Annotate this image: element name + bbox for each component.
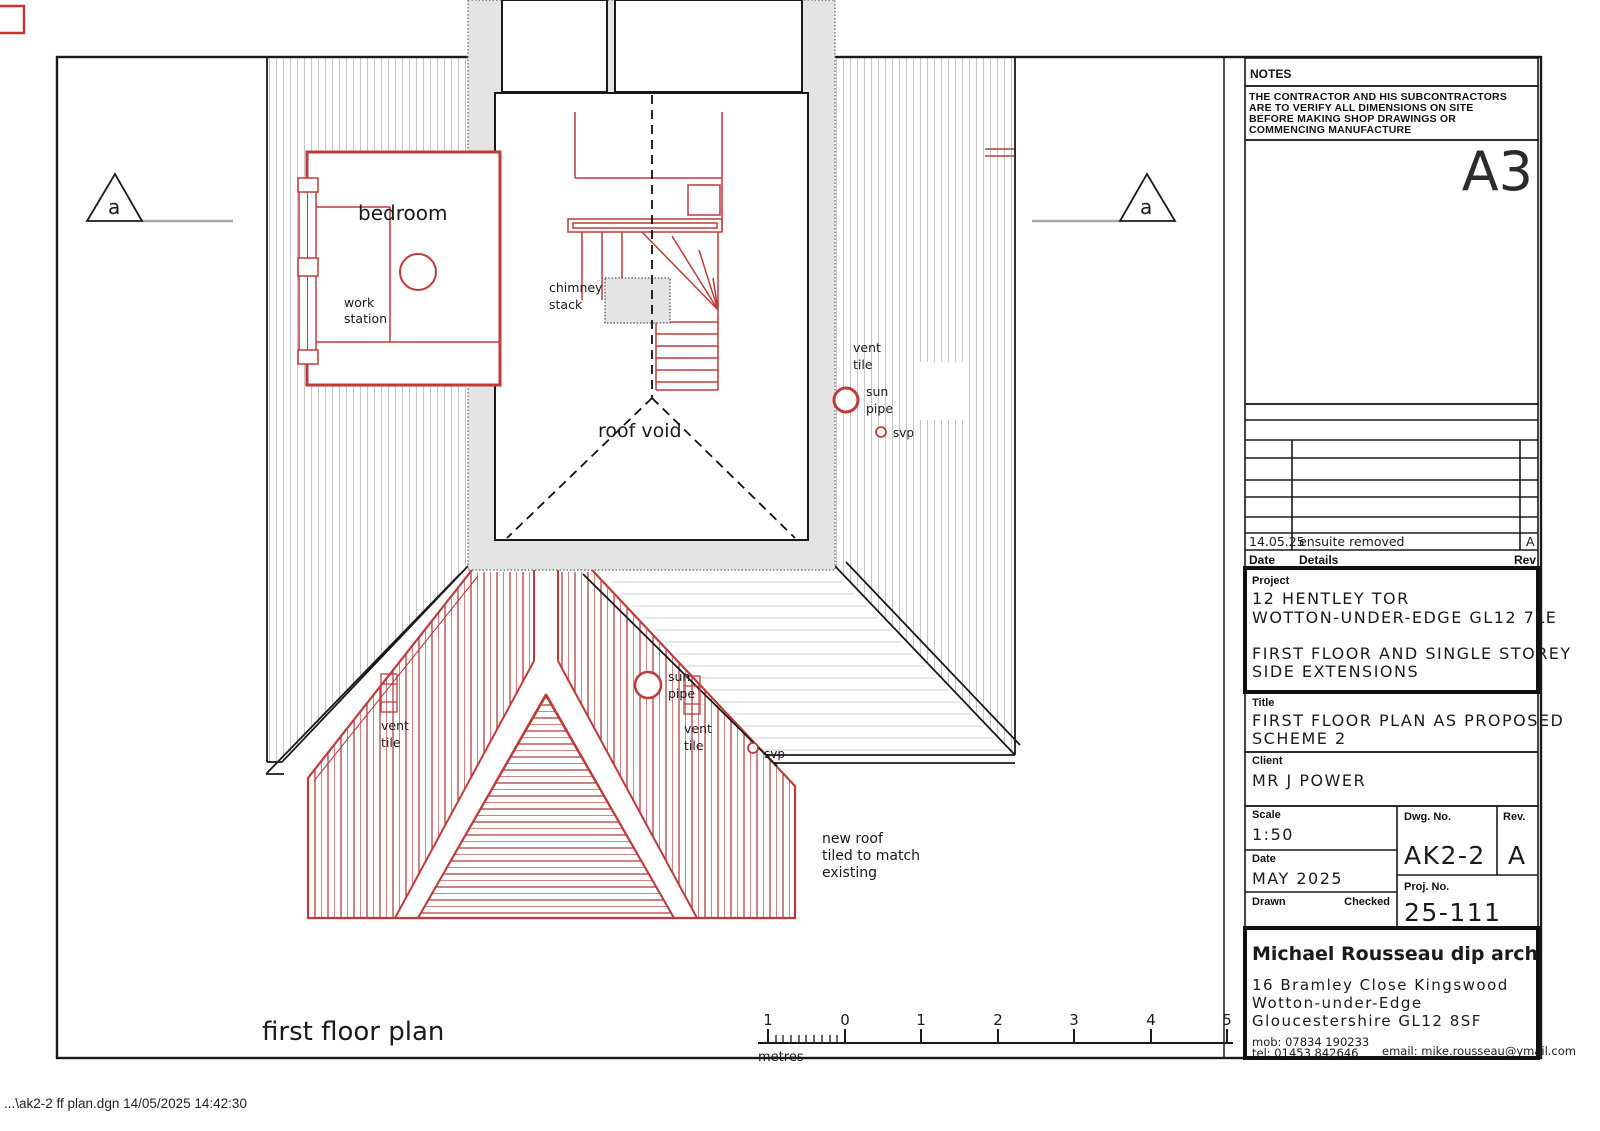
revision-date: 14.05.25: [1249, 534, 1305, 549]
roof-void-label: roof void: [598, 420, 682, 442]
corner-red-mark: [0, 6, 24, 33]
svg-text:2: 2: [993, 1011, 1003, 1029]
scale-label: Scale: [1252, 809, 1281, 821]
vent-tile-lower-left-2: tile: [381, 735, 401, 750]
proj-no-label: Proj. No.: [1404, 881, 1450, 893]
vent-tile-lower-right-1: vent: [684, 721, 712, 736]
window-opening: [615, 0, 802, 92]
architect-address: 16 Bramley Close Kingswood: [1252, 976, 1509, 994]
col-details: Details: [1299, 553, 1339, 567]
architect-email: email: mike.rousseau@ymail.com: [1382, 1044, 1576, 1058]
bedroom-room: [298, 152, 500, 385]
notes-line: THE CONTRACTOR AND HIS SUBCONTRACTORS: [1249, 91, 1508, 103]
bedroom-label: bedroom: [358, 201, 448, 225]
sun-pipe-circle: [834, 388, 858, 412]
svg-text:3: 3: [1069, 1011, 1079, 1029]
file-info: ...\ak2-2 ff plan.dgn 14/05/2025 14:42:30: [4, 1096, 247, 1111]
paper-size: A3: [1461, 140, 1533, 203]
scale-bar: [758, 1029, 1233, 1043]
scale-bar-unit: metres: [758, 1050, 804, 1065]
notes-header: NOTES: [1250, 67, 1292, 81]
section-marker-left: [87, 174, 233, 221]
title-label: Title: [1252, 697, 1275, 709]
checked-label: Checked: [1344, 896, 1390, 908]
vent-tile-lower-right-2: tile: [684, 738, 704, 753]
project-line: SIDE EXTENSIONS: [1252, 662, 1420, 681]
revision-details: ensuite removed: [1299, 534, 1405, 549]
revision-rev: A: [1526, 534, 1535, 549]
erased-patch: [918, 362, 964, 420]
col-rev: Rev: [1513, 553, 1536, 567]
architect-name: Michael Rousseau dip arch: [1252, 943, 1539, 965]
date-label: Date: [1252, 853, 1276, 865]
dwg-no-label: Dwg. No.: [1404, 811, 1452, 823]
svp-circle-lower: [748, 743, 758, 753]
new-roof-note-2: tiled to match: [822, 848, 920, 864]
col-date: Date: [1249, 553, 1276, 567]
svp-label-lower: svp: [764, 747, 785, 761]
vent-tile-label-1: vent: [853, 340, 881, 355]
window-opening: [502, 0, 607, 92]
scale-value: 1:50: [1252, 825, 1294, 844]
work-station-label-1: work: [344, 295, 375, 310]
drawing-title: first floor plan: [262, 1017, 445, 1047]
sun-pipe-label-1: sun: [866, 384, 889, 399]
dwg-no-value: AK2-2: [1404, 841, 1486, 870]
title-block: [1245, 58, 1576, 1060]
sun-pipe-circle-lower: [635, 672, 661, 698]
client-value: MR J POWER: [1252, 771, 1367, 790]
vent-tile-label-2: tile: [853, 357, 873, 372]
section-marker-label: a: [1140, 195, 1153, 219]
architect-mob: mob: 07834 190233: [1252, 1035, 1370, 1049]
scale-bar-labels: [763, 1011, 1232, 1029]
section-marker-right: [1032, 174, 1175, 221]
svg-text:1: 1: [916, 1011, 926, 1029]
title-line: FIRST FLOOR PLAN AS PROPOSED: [1252, 711, 1565, 730]
svg-text:0: 0: [840, 1011, 850, 1029]
rev-label: Rev.: [1503, 811, 1526, 823]
architect-address: Gloucestershire GL12 8SF: [1252, 1012, 1482, 1030]
new-roof-note-1: new roof: [822, 831, 883, 847]
drawn-label: Drawn: [1252, 896, 1286, 908]
svp-label: svp: [893, 426, 914, 440]
chimney-label-2: stack: [549, 297, 583, 312]
vent-tile-lower-left-1: vent: [381, 718, 409, 733]
architect-address: Wotton-under-Edge: [1252, 994, 1423, 1012]
project-line: 12 HENTLEY TOR: [1252, 589, 1410, 608]
sun-pipe-lower-2: pipe: [668, 686, 696, 701]
svg-text:4: 4: [1146, 1011, 1156, 1029]
svg-text:1: 1: [763, 1011, 773, 1029]
project-line: FIRST FLOOR AND SINGLE STOREY: [1252, 644, 1572, 663]
notes-line: COMMENCING MANUFACTURE: [1249, 124, 1412, 136]
work-station-label-2: station: [344, 311, 388, 326]
rev-value: A: [1508, 841, 1527, 870]
date-value: MAY 2025: [1252, 869, 1344, 888]
title-line: SCHEME 2: [1252, 729, 1347, 748]
client-label: Client: [1252, 755, 1283, 767]
svp-circle: [876, 427, 886, 437]
project-line: WOTTON-UNDER-EDGE GL12 7LE: [1252, 608, 1558, 627]
notes-line: BEFORE MAKING SHOP DRAWINGS OR: [1249, 113, 1457, 125]
chimney-label-1: chimney: [549, 280, 603, 295]
project-label: Project: [1252, 575, 1290, 587]
svg-text:5: 5: [1222, 1011, 1232, 1029]
proj-no-value: 25-111: [1404, 898, 1502, 927]
section-marker-label: a: [108, 195, 121, 219]
sun-pipe-label-2: pipe: [866, 401, 894, 416]
sun-pipe-lower-1: sun: [668, 669, 691, 684]
new-roof-note-3: existing: [822, 865, 877, 881]
architect-tel: tel: 01453 842646: [1252, 1046, 1359, 1060]
notes-line: ARE TO VERIFY ALL DIMENSIONS ON SITE: [1249, 102, 1474, 114]
